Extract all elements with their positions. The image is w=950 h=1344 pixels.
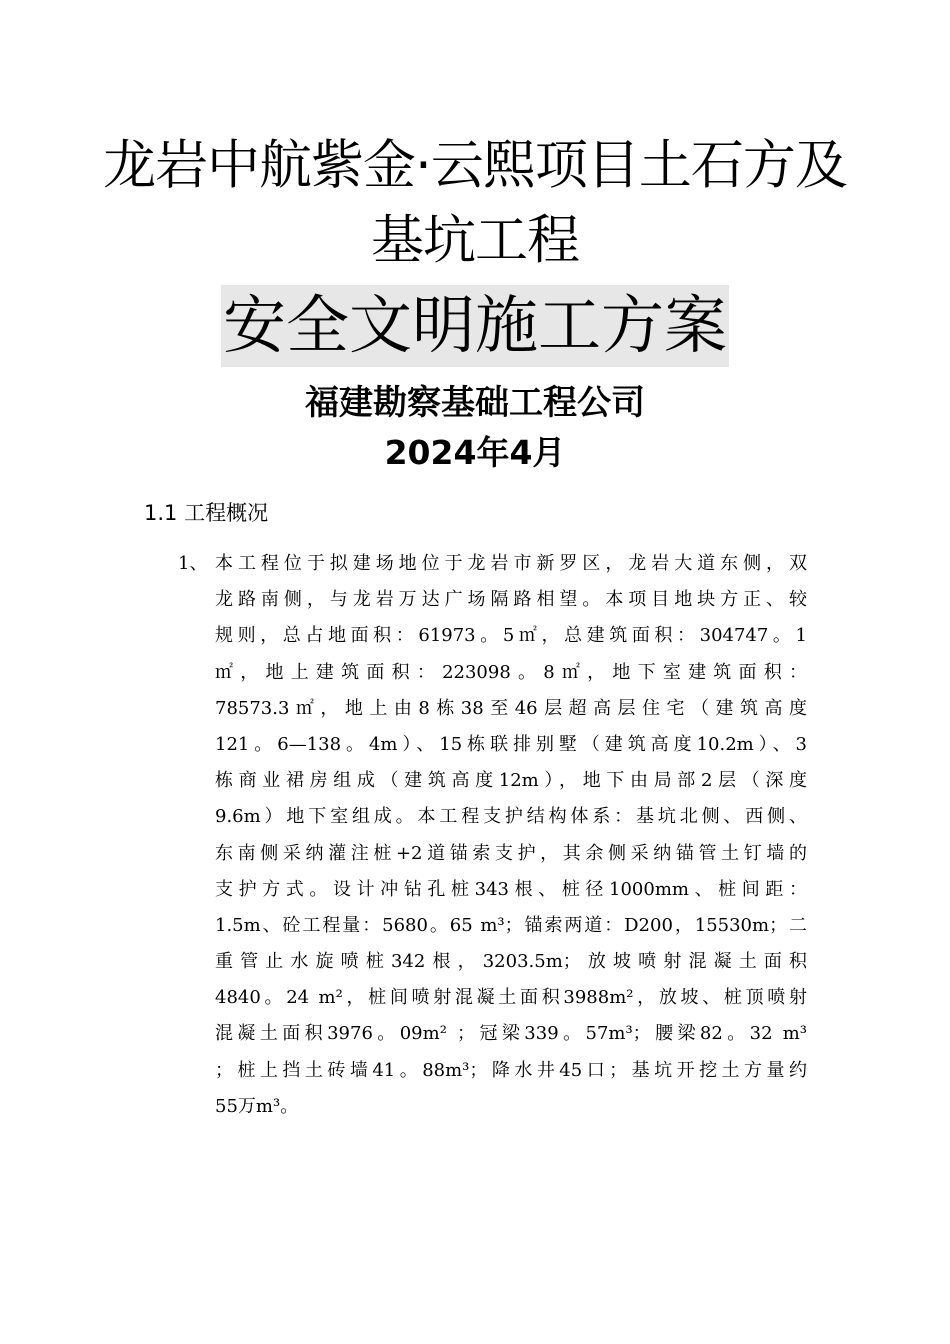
paragraph-line: 东南侧采纳灌注桩+2道锚索支护，其余侧采纳锚管土钉墙的 (215, 842, 807, 864)
paragraph-line: 龙路南侧，与龙岩万达广场隔路相望。本项目地块方正、较 (215, 589, 807, 611)
document-title-line-1: 龙岩中航紫金·云熙项目土石方及 (103, 135, 847, 196)
paragraph-line: 规则，总占地面积：61973。5㎡，总建筑面积：304747。1 (215, 625, 807, 647)
paragraph-line: ㎡，地上建筑面积：223098。8㎡，地下室建筑面积： (215, 661, 807, 683)
paragraph-line: 本工程位于拟建场地位于龙岩市新罗区，龙岩大道东侧，双 (215, 553, 807, 574)
paragraph-line: 栋商业裙房组成（建筑高度12m），地下由局部2层（深度 (215, 770, 807, 792)
paragraph-line: 重管止水旋喷桩342根，3203.5m；放坡喷射混凝土面积 (215, 951, 807, 973)
document-subtitle: 安全文明施工方案 (221, 285, 729, 367)
section-heading: 1.1 工程概况 (144, 501, 269, 525)
paragraph-line: 121。6—138。4m）、15栋联排别墅（建筑高度10.2m）、3 (215, 733, 807, 755)
document-title-line-2: 基坑工程 (371, 210, 579, 271)
paragraph-line: ；桩上挡土砖墙41。88m³；降水井45口；基坑开挖土方量约 (215, 1059, 807, 1081)
subtitle-block (0, 285, 950, 367)
paragraph-line: 支护方式。设计冲钻孔桩343根、桩径1000mm、桩间距： (215, 878, 807, 900)
paragraph-line: 4840。24 m²，桩间喷射混凝土面积3988m²，放坡、桩顶喷射 (215, 987, 807, 1009)
paragraph-line: 55万m³。 (215, 1095, 299, 1117)
paragraph-line: 78573.3㎡，地上由8栋38至46层超高层住宅（建筑高度 (215, 697, 807, 719)
document-date: 2024年4月 (384, 433, 566, 472)
paragraph-line: 1.5m、砼工程量：5680。65 m³；锚索两道：D200，15530m；二 (215, 914, 807, 936)
paragraph-line: 9.6m）地下室组成。本工程支护结构体系：基坑北侧、西侧、 (215, 806, 807, 828)
company-name: 福建勘察基础工程公司 (305, 383, 645, 423)
list-item-marker: 1、 (178, 553, 208, 574)
project-overview-paragraph (215, 546, 807, 1125)
paragraph-line: 混凝土面积3976。09m² ；冠梁339。57m³；腰梁82。32 m³ (215, 1023, 807, 1045)
